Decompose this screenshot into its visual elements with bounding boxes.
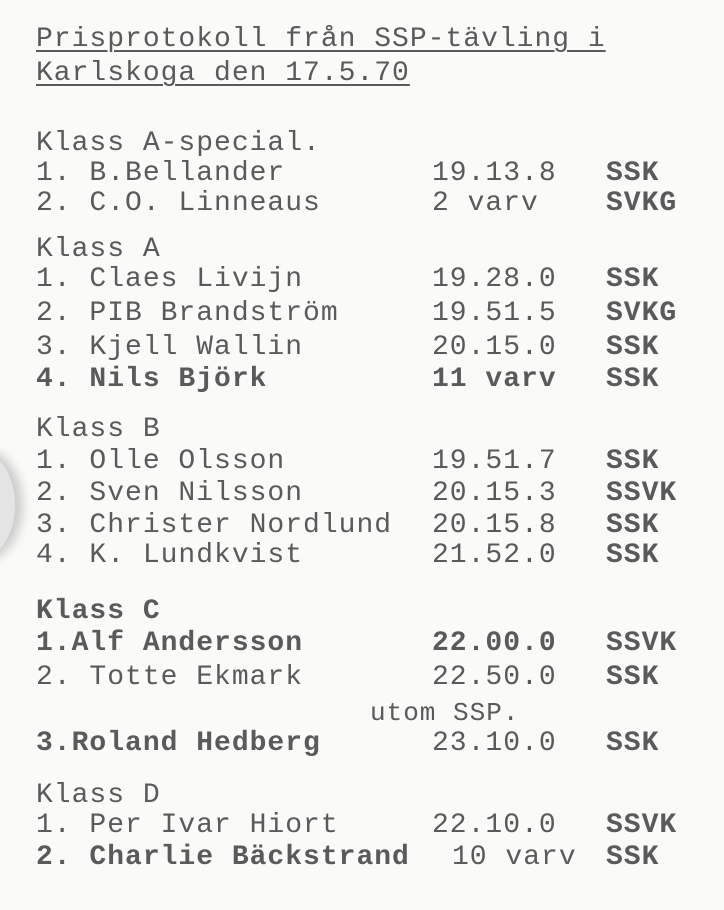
club-name: SSK: [606, 446, 660, 477]
competitor-name: 3.Roland Hedberg: [36, 728, 321, 759]
club-name: SVKG: [606, 298, 678, 329]
competitor-name: 2. Sven Nilsson: [36, 478, 304, 509]
result-time: 19.51.5: [432, 298, 557, 329]
club-name: SSK: [606, 842, 660, 873]
class-heading: Klass A-special.: [36, 128, 321, 159]
club-name: SSVK: [606, 810, 678, 841]
competitor-name: 1. Claes Livijn: [36, 264, 304, 295]
class-heading: Klass A: [36, 234, 161, 265]
competitor-name: 2. C.O. Linneaus: [36, 188, 321, 219]
result-time: 2 varv: [432, 188, 539, 219]
competitor-name: 1. B.Bellander: [36, 158, 286, 189]
competitor-name: 3. Christer Nordlund: [36, 510, 393, 541]
competitor-name: 4. K. Lundkvist: [36, 540, 304, 571]
competitor-name: 2. Totte Ekmark: [36, 662, 304, 693]
club-name: SSK: [606, 510, 660, 541]
competitor-name: 1. Olle Olsson: [36, 446, 286, 477]
club-name: SSVK: [606, 478, 678, 509]
class-heading: Klass B: [36, 414, 161, 445]
club-name: SSK: [606, 158, 660, 189]
result-time: 19.13.8: [432, 158, 557, 189]
competitor-name: 3. Kjell Wallin: [36, 332, 304, 363]
note-utom-ssp: utom SSP.: [370, 698, 520, 728]
title-line-2: Karlskoga den 17.5.70: [36, 58, 410, 89]
result-time: 22.10.0: [432, 810, 557, 841]
class-heading: Klass D: [36, 780, 161, 811]
competitor-name: 1.Alf Andersson: [36, 628, 304, 659]
result-time: 22.50.0: [432, 662, 557, 693]
result-time: 21.52.0: [432, 540, 557, 571]
club-name: SSK: [606, 264, 660, 295]
result-time: 11 varv: [432, 364, 557, 395]
club-name: SSK: [606, 662, 660, 693]
club-name: SSK: [606, 728, 660, 759]
club-name: SSVK: [606, 628, 678, 659]
competitor-name: 1. Per Ivar Hiort: [36, 810, 339, 841]
result-time: 19.28.0: [432, 264, 557, 295]
result-time: 23.10.0: [432, 728, 557, 759]
result-time: 20.15.8: [432, 510, 557, 541]
club-name: SVKG: [606, 188, 678, 219]
club-name: SSK: [606, 540, 660, 571]
class-heading: Klass C: [36, 596, 161, 627]
club-name: SSK: [606, 364, 660, 395]
club-name: SSK: [606, 332, 660, 363]
result-time: 20.15.3: [432, 478, 557, 509]
result-time: 19.51.7: [432, 446, 557, 477]
page-edge-shadow: [0, 450, 15, 560]
result-time: 10 varv: [452, 842, 577, 873]
result-time: 22.00.0: [432, 628, 557, 659]
result-time: 20.15.0: [432, 332, 557, 363]
title-line-1: Prisprotokoll från SSP-tävling i: [36, 24, 606, 55]
competitor-name: 2. Charlie Bäckstrand: [36, 842, 410, 873]
competitor-name: 2. PIB Brandström: [36, 298, 339, 329]
competitor-name: 4. Nils Björk: [36, 364, 268, 395]
